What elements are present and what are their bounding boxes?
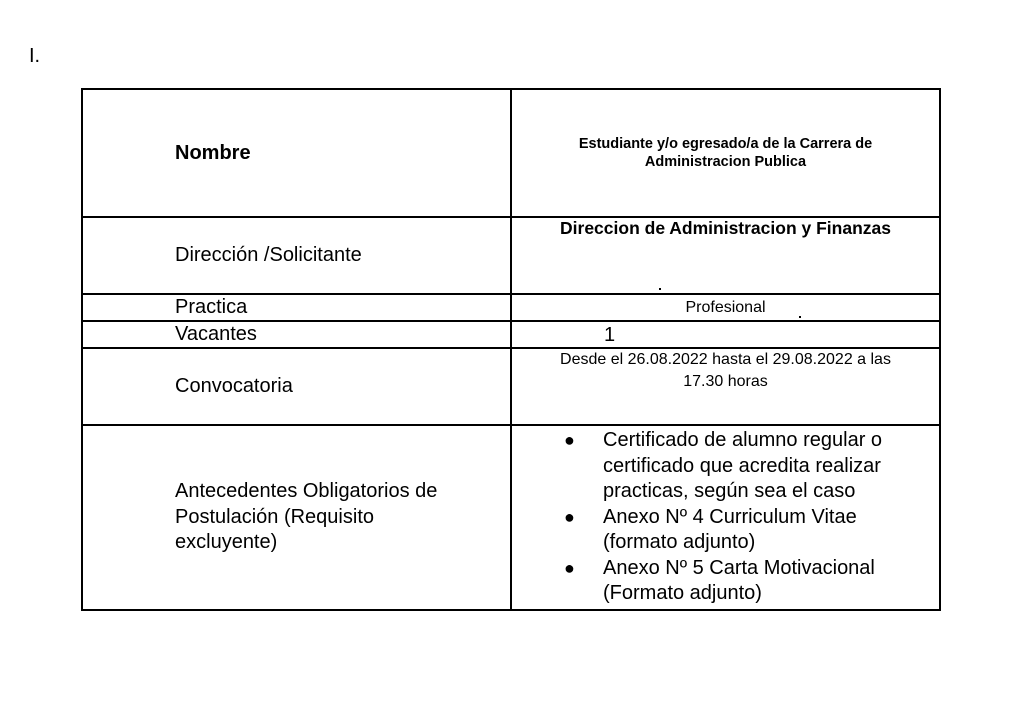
value-direccion: Direccion de Administracion y Finanzas	[511, 217, 940, 294]
label-vacantes: Vacantes	[82, 321, 511, 348]
label-direccion: Dirección /Solicitante	[82, 217, 511, 294]
value-convocatoria	[511, 348, 940, 425]
table-row-practica	[82, 294, 940, 321]
label-practica: Practica	[82, 294, 511, 321]
value-convocatoria-line1: Desde el 26.08.2022 hasta el 29.08.2022 a las	[560, 351, 891, 368]
value-nombre-line2: Administracion Publica	[644, 154, 807, 170]
table-row-vacantes	[82, 321, 940, 348]
bullet-icon: ●	[564, 557, 575, 578]
requirements-list	[512, 428, 939, 607]
label-antecedentes-line2: Postulación (Requisito	[175, 505, 374, 528]
stray-mark	[659, 288, 661, 290]
bullet-icon: ●	[564, 506, 575, 527]
label-antecedentes-line1: Antecedentes Obligatorios de	[175, 480, 438, 503]
job-posting-table	[81, 88, 941, 611]
requirement-text: Anexo Nº 5 Carta Motivacional (Formato adjunto)	[603, 556, 875, 604]
table-row-nombre	[82, 89, 940, 217]
table-row-antecedentes	[82, 425, 940, 610]
list-item	[512, 505, 939, 556]
value-antecedentes	[511, 425, 940, 610]
value-vacantes: 1	[511, 321, 940, 348]
label-convocatoria: Convocatoria	[82, 348, 511, 425]
label-nombre: Nombre	[82, 89, 511, 217]
table-row-direccion	[82, 217, 940, 294]
value-practica: Profesional	[511, 294, 940, 321]
label-antecedentes	[82, 425, 511, 610]
section-marker: I.	[29, 45, 41, 67]
label-antecedentes-line3: excluyente)	[175, 531, 278, 554]
requirement-text: Anexo Nº 4 Curriculum Vitae (formato adjunto)	[603, 505, 857, 553]
value-nombre	[511, 89, 940, 217]
list-item	[512, 428, 939, 505]
value-nombre-line1: Estudiante y/o egresado/a de la Carrera de	[578, 136, 873, 152]
bullet-icon: ●	[564, 430, 575, 450]
table-row-convocatoria	[82, 348, 940, 425]
requirement-text: Certificado de alumno regular o certificado que acredita realizar practicas, según sea el caso	[603, 429, 883, 502]
list-item	[512, 556, 939, 607]
stray-mark	[799, 316, 801, 318]
value-convocatoria-line2: 17.30 horas	[683, 373, 768, 390]
